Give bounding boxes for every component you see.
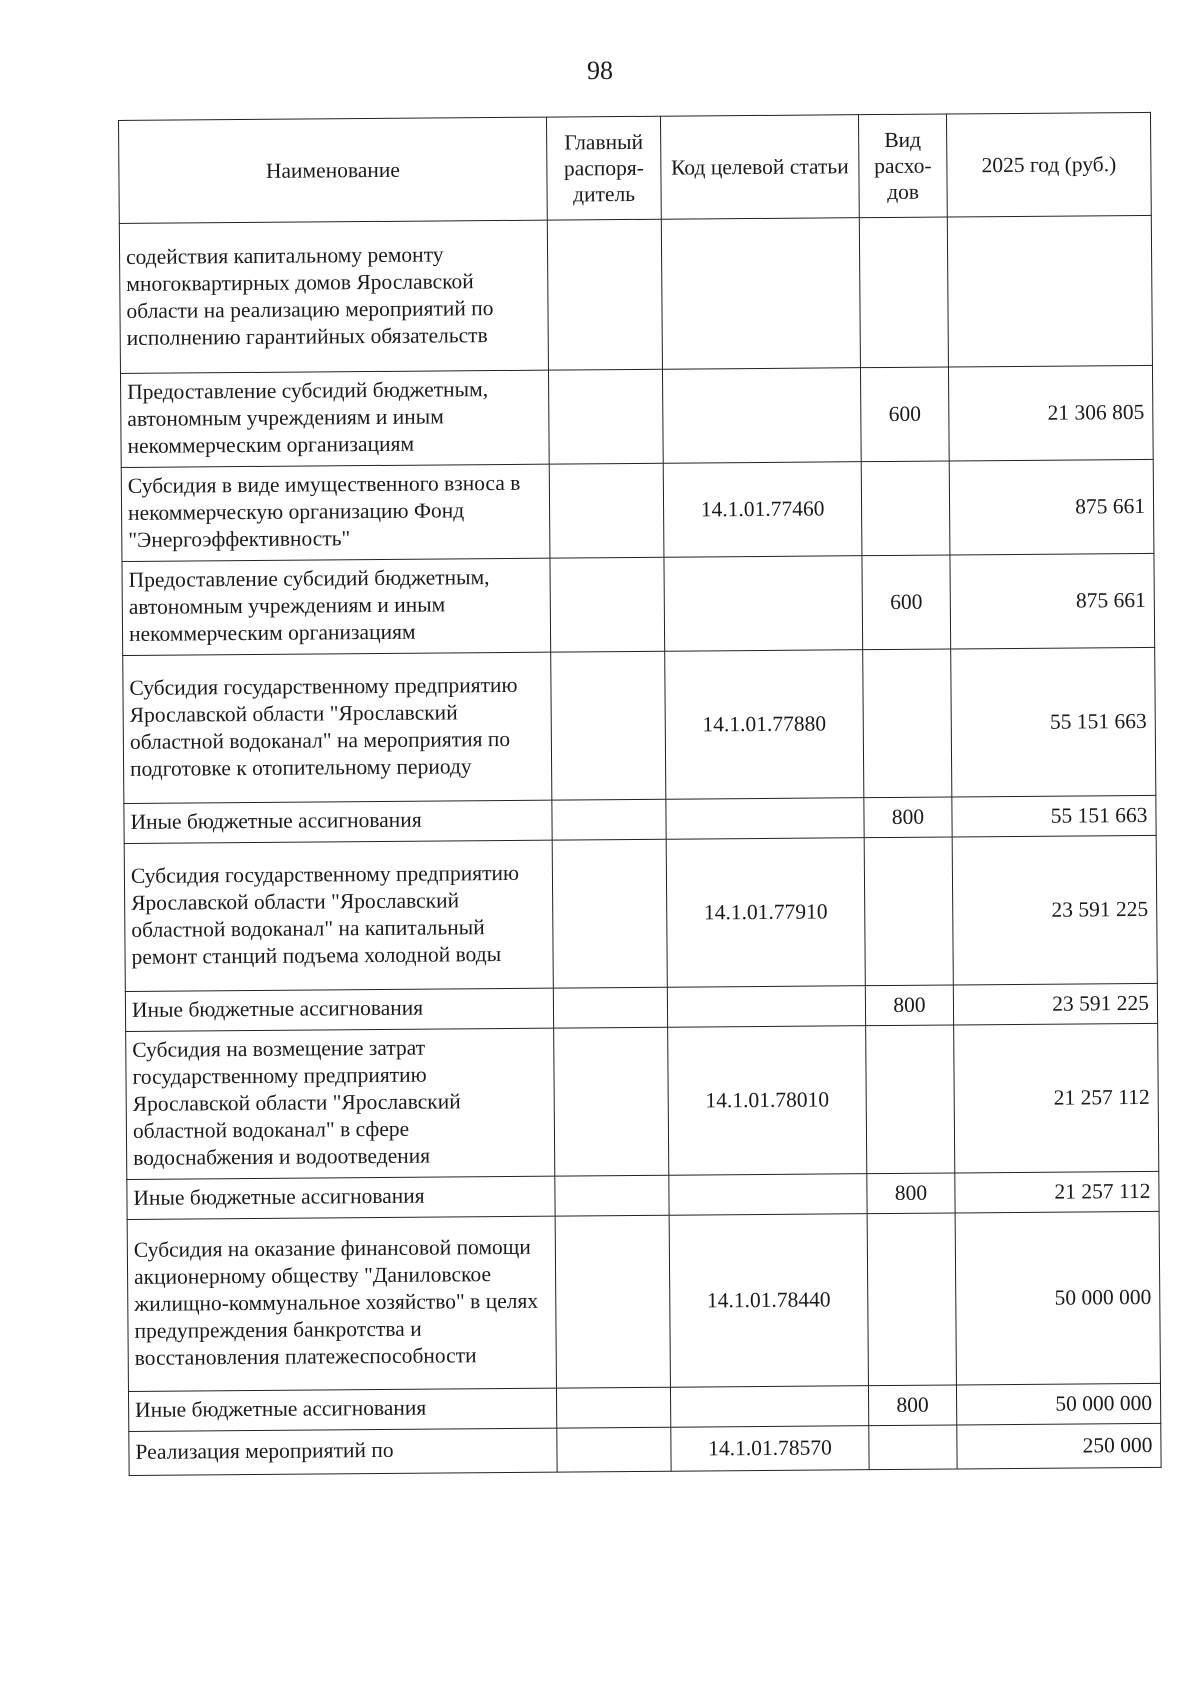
cell-name: Иные бюджетные ассигнования xyxy=(127,1176,555,1219)
cell-code xyxy=(661,218,860,370)
cell-kind: 800 xyxy=(864,797,952,838)
table-body xyxy=(119,215,1161,1475)
cell-kind xyxy=(867,1213,956,1386)
cell-kind xyxy=(861,461,950,556)
header-row xyxy=(119,112,1152,223)
cell-name: Субсидия на возмещение затрат государственному предприятию Ярославской области "Ярославский областной водоканал" в сфере водоснабжения и водоотведения xyxy=(126,1028,555,1179)
cell-kind xyxy=(863,649,952,798)
cell-chief xyxy=(555,1215,670,1388)
table-header xyxy=(119,112,1152,223)
cell-kind: 600 xyxy=(862,555,951,650)
cell-code: 14.1.01.77880 xyxy=(665,650,864,800)
cell-kind: 800 xyxy=(865,985,953,1026)
cell-chief xyxy=(552,799,666,840)
cell-amount: 55 151 663 xyxy=(951,647,1156,797)
cell-amount xyxy=(947,215,1152,367)
table-row xyxy=(120,365,1153,467)
cell-name: Иные бюджетные ассигнования xyxy=(128,1388,556,1431)
cell-amount: 23 591 225 xyxy=(953,983,1157,1025)
cell-chief xyxy=(556,1387,670,1428)
cell-kind xyxy=(869,1425,957,1470)
cell-name: Иные бюджетные ассигнования xyxy=(125,988,553,1031)
cell-amount: 55 151 663 xyxy=(952,795,1156,837)
table-row xyxy=(122,553,1155,655)
cell-amount: 21 306 805 xyxy=(948,365,1153,461)
cell-name: Субсидия на оказание финансовой помощи акционерному обществу "Даниловское жилищно-коммунальное хозяйство" в целях предупреждения банкротства и восстановления платежеспособности xyxy=(127,1216,556,1391)
table-row xyxy=(127,1211,1160,1391)
cell-chief xyxy=(551,651,666,800)
cell-amount: 50 000 000 xyxy=(956,1383,1160,1425)
cell-code xyxy=(662,368,861,464)
cell-amount: 875 661 xyxy=(950,553,1155,649)
page-number: 98 xyxy=(587,56,613,85)
cell-name: Предоставление субсидий бюджетным, автономным учреждениям и иным некоммерческим организациям xyxy=(120,370,549,467)
cell-amount: 50 000 000 xyxy=(955,1211,1160,1385)
cell-kind xyxy=(859,217,948,368)
header-expense-type: Вид расхо-дов xyxy=(858,114,947,218)
cell-chief xyxy=(548,369,663,464)
cell-amount: 21 257 112 xyxy=(954,1023,1159,1173)
cell-kind: 800 xyxy=(867,1173,955,1214)
cell-amount: 23 591 225 xyxy=(952,835,1157,985)
header-chief-administrator: Главный распоря-дитель xyxy=(546,116,661,220)
header-name: Наименование xyxy=(119,117,548,223)
cell-code: 14.1.01.78570 xyxy=(671,1426,869,1472)
cell-kind xyxy=(864,837,953,986)
cell-code xyxy=(669,1174,867,1216)
budget-table xyxy=(118,112,1162,1476)
cell-code: 14.1.01.78440 xyxy=(669,1214,868,1388)
cell-amount: 875 661 xyxy=(949,459,1154,555)
cell-chief xyxy=(547,219,662,370)
cell-chief xyxy=(549,463,664,558)
cell-code: 14.1.01.77460 xyxy=(663,462,862,558)
cell-code xyxy=(664,556,863,652)
cell-chief xyxy=(553,987,667,1028)
cell-name: Субсидия государственному предприятию Ярославской области "Ярославский областной водоканал" на мероприятия по подготовке к отопительному периоду xyxy=(123,652,552,803)
cell-code: 14.1.01.77910 xyxy=(666,838,865,988)
table-row xyxy=(126,1023,1159,1179)
table-row xyxy=(124,835,1157,991)
cell-name: Субсидия в виде имущественного взноса в некоммерческую организацию Фонд "Энергоэффективность" xyxy=(121,464,550,561)
cell-name: Реализация мероприятий по xyxy=(129,1428,557,1475)
cell-chief xyxy=(557,1427,671,1472)
cell-name: Иные бюджетные ассигнования xyxy=(124,800,552,843)
table-row xyxy=(119,215,1152,373)
cell-chief xyxy=(555,1175,669,1216)
cell-name: содействия капитальному ремонту многоквартирных домов Ярославской области на реализацию мероприятий по исполнению гарантийных обязательств xyxy=(119,220,548,373)
header-amount-2025: 2025 год (руб.) xyxy=(946,112,1151,217)
cell-amount: 21 257 112 xyxy=(955,1171,1159,1213)
cell-code xyxy=(670,1386,868,1428)
cell-name: Субсидия государственному предприятию Ярославской области "Ярославский областной водоканал" на капитальный ремонт станций подъема холодной воды xyxy=(124,840,553,991)
table-row xyxy=(129,1423,1161,1475)
header-target-article-code: Код целевой статьи xyxy=(660,115,859,220)
cell-code: 14.1.01.78010 xyxy=(668,1026,867,1176)
table-row xyxy=(123,647,1156,803)
cell-kind: 600 xyxy=(860,367,949,462)
table-row xyxy=(121,459,1154,561)
cell-code xyxy=(666,798,864,840)
cell-kind xyxy=(866,1025,955,1174)
cell-chief xyxy=(550,557,665,652)
cell-amount: 250 000 xyxy=(957,1423,1161,1469)
cell-code xyxy=(667,986,865,1028)
cell-name: Предоставление субсидий бюджетным, автономным учреждениям и иным некоммерческим организациям xyxy=(122,558,551,655)
cell-chief xyxy=(552,839,667,988)
cell-chief xyxy=(554,1027,669,1176)
cell-kind: 800 xyxy=(868,1385,956,1426)
